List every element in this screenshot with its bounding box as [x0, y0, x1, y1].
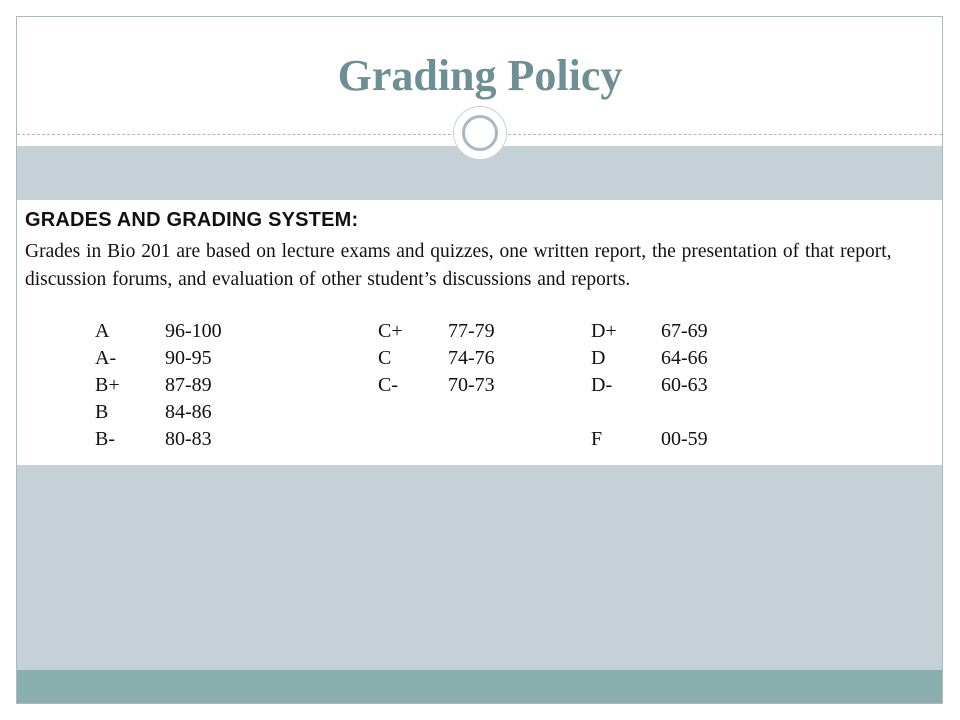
grade-letter: C: [378, 347, 392, 369]
grade-range: 67-69: [661, 320, 708, 342]
grade-letter: F: [591, 428, 603, 450]
slide-title: Grading Policy: [337, 51, 623, 100]
grade-range: 00-59: [661, 428, 708, 450]
grading-document: [17, 200, 942, 465]
grade-range: 70-73: [448, 374, 495, 396]
grade-letter: B+: [95, 374, 120, 396]
grade-letter: B-: [95, 428, 115, 450]
document-heading: GRADES AND GRADING SYSTEM:: [25, 209, 359, 231]
grade-letter: D-: [591, 374, 613, 396]
grade-letter: A: [95, 320, 110, 342]
footer-bar: [17, 670, 942, 703]
grade-letter: A-: [95, 347, 117, 369]
grade-letter: C-: [378, 374, 398, 396]
grade-range: 60-63: [661, 374, 708, 396]
grade-range: 80-83: [165, 428, 212, 450]
grade-letter: C+: [378, 320, 403, 342]
grade-letter: D: [591, 347, 606, 369]
grade-range: 90-95: [165, 347, 212, 369]
grade-range: 64-66: [661, 347, 708, 369]
grade-letter: B: [95, 401, 109, 423]
document-body: Grades in Bio 201 are based on lecture exams and quizzes, one written report, the presentation of that report, discussion forums, and evaluation of other student’s discussions and reports.: [25, 241, 892, 290]
grade-range: 77-79: [448, 320, 495, 342]
circle-ornament-icon: [453, 106, 507, 160]
grade-range: 87-89: [165, 374, 212, 396]
grade-letter: D+: [591, 320, 617, 342]
grade-range: 74-76: [448, 347, 495, 369]
grade-range: 84-86: [165, 401, 212, 423]
grade-range: 96-100: [165, 320, 222, 342]
